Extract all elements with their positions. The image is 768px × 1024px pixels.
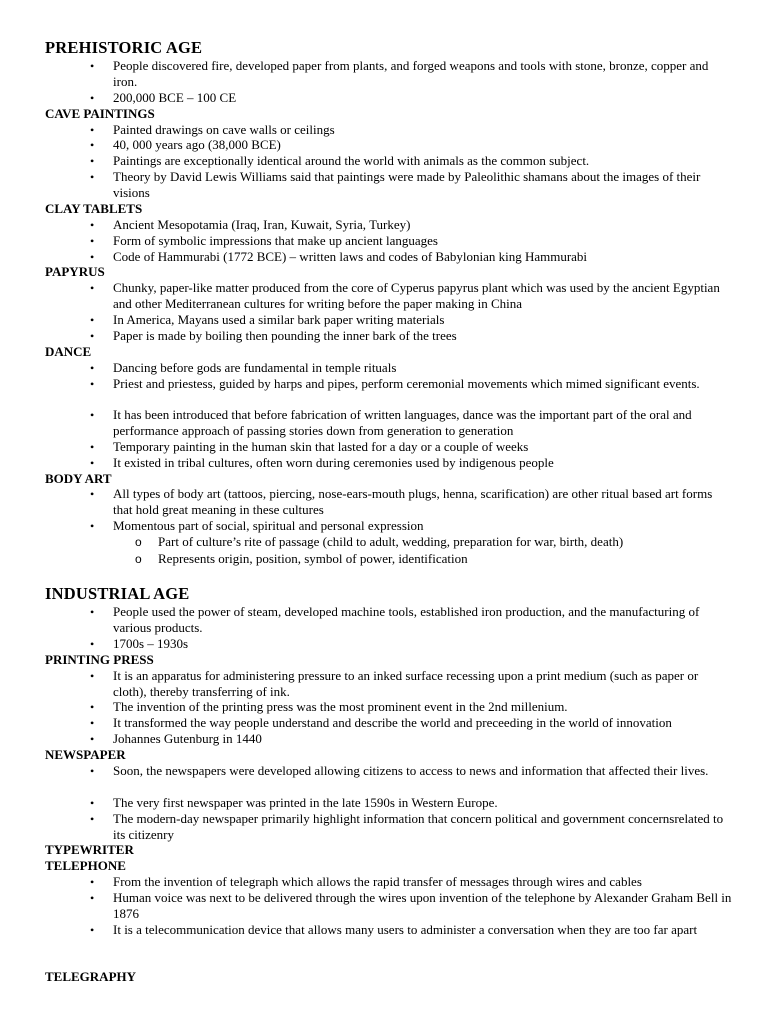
list-item: Dancing before gods are fundamental in temple rituals — [113, 360, 397, 375]
list-item: It is an apparatus for administering pressure to an inked surface recessing upon a print medium (such as paper or cloth), thereby transferring of ink. — [113, 668, 699, 699]
bullet-icon: • — [90, 123, 95, 137]
subsection-heading-printing-press: PRINTING PRESS — [45, 652, 154, 667]
bullet-icon: • — [90, 716, 95, 730]
bullet-icon: • — [90, 154, 95, 168]
bullet-icon: • — [90, 59, 95, 73]
list-item: The modern-day newspaper primarily highlight information that concern political and government concernsrelated to its citizenry — [113, 811, 724, 842]
list-item: Human voice was next to be delivered through the wires upon invention of the telephone by Alexander Graham Bell in 1876 — [113, 890, 732, 921]
list-item: Temporary painting in the human skin that lasted for a day or a couple of weeks — [113, 439, 529, 454]
bullet-icon: • — [90, 281, 95, 295]
list-item: The invention of the printing press was the most prominent event in the 2nd millenium. — [113, 699, 568, 714]
list-item: Soon, the newspapers were developed allowing citizens to access to news and information that affected their lives. — [113, 763, 709, 778]
bullet-icon: • — [90, 875, 95, 889]
list-item: It existed in tribal cultures, often worn during ceremonies used by indigenous people — [113, 455, 554, 470]
list-item: It transformed the way people understand and describe the world and preceeding in the world of innovation — [113, 715, 672, 730]
list-item: Johannes Gutenburg in 1440 — [113, 731, 262, 746]
list-item: It is a telecommunication device that allows many users to administer a conversation when they are too far apart — [113, 922, 698, 937]
subsection-heading-body-art: BODY ART — [45, 471, 112, 486]
bullet-icon: • — [90, 764, 95, 778]
bullet-icon: • — [90, 637, 95, 651]
bullet-icon: • — [90, 456, 95, 470]
list-item: 200,000 BCE – 100 CE — [113, 90, 237, 105]
list-item: 1700s – 1930s — [113, 636, 189, 651]
bullet-icon: • — [90, 519, 95, 533]
bullet-icon: • — [90, 812, 95, 826]
bullet-icon: • — [90, 329, 95, 343]
bullet-icon: • — [90, 605, 95, 619]
sub-list-item: Represents origin, position, symbol of power, identification — [158, 551, 468, 566]
subsection-heading-papyrus: PAPYRUS — [45, 264, 105, 279]
bullet-icon: • — [90, 170, 95, 184]
list-item: All types of body art (tattoos, piercing, nose-ears-mouth plugs, henna, scarification) are other ritual based art forms that hold great meaning in these cultures — [113, 486, 713, 517]
subsection-heading-newspaper: NEWSPAPER — [45, 747, 126, 762]
sub-list-item: Part of culture’s rite of passage (child to adult, wedding, preparation for war, birth, death) — [158, 534, 624, 549]
bullet-icon: • — [90, 91, 95, 105]
subsection-heading-cave-paintings: CAVE PAINTINGS — [45, 106, 155, 121]
subsection-heading-telegraphy: TELEGRAPHY — [45, 969, 137, 984]
list-item: People discovered fire, developed paper from plants, and forged weapons and tools with stone, bronze, copper and iron. — [113, 58, 709, 89]
list-item: 40, 000 years ago (38,000 BCE) — [113, 137, 281, 152]
bullet-icon: • — [90, 440, 95, 454]
subsection-heading-dance: DANCE — [45, 344, 92, 359]
bullet-icon: • — [90, 669, 95, 683]
bullet-icon: • — [90, 891, 95, 905]
section-heading-industrial-age: INDUSTRIAL AGE — [45, 584, 190, 603]
bullet-icon: • — [90, 234, 95, 248]
list-item: Ancient Mesopotamia (Iraq, Iran, Kuwait, Syria, Turkey) — [113, 217, 411, 232]
bullet-icon: • — [90, 732, 95, 746]
bullet-icon: • — [90, 250, 95, 264]
subsection-heading-telephone: TELEPHONE — [45, 858, 126, 873]
list-item: Priest and priestess, guided by harps and pipes, perform ceremonial movements which mimed significant events. — [113, 376, 700, 391]
bullet-icon: • — [90, 923, 95, 937]
list-item: Paper is made by boiling then pounding the inner bark of the trees — [113, 328, 457, 343]
bullet-icon: • — [90, 377, 95, 391]
bullet-icon: • — [90, 408, 95, 422]
bullet-icon: • — [90, 700, 95, 714]
bullet-icon: • — [90, 487, 95, 501]
list-item: Momentous part of social, spiritual and personal expression — [113, 518, 424, 533]
list-item: Painted drawings on cave walls or ceilings — [113, 122, 335, 137]
list-item: In America, Mayans used a similar bark paper writing materials — [113, 312, 445, 327]
subsection-heading-typewriter: TYPEWRITER — [45, 842, 134, 857]
subsection-heading-clay-tablets: CLAY TABLETS — [45, 201, 143, 216]
list-item: Theory by David Lewis Williams said that paintings were made by Paleolithic shamans about the images of their visions — [113, 169, 701, 200]
section-heading-prehistoric-age: PREHISTORIC AGE — [45, 38, 203, 57]
sub-bullet-icon: o — [135, 535, 142, 549]
list-item: Chunky, paper-like matter produced from the core of Cyperus papyrus plant which was used by the ancient Egyptian and other Mediterranean cultures for writing before the paper making in China — [113, 280, 720, 311]
list-item: The very first newspaper was printed in the late 1590s in Western Europe. — [113, 795, 498, 810]
list-item: Form of symbolic impressions that make up ancient languages — [113, 233, 438, 248]
list-item: People used the power of steam, developed machine tools, established iron production, and the manufacturing of various products. — [113, 604, 700, 635]
list-item: Code of Hammurabi (1772 BCE) – written laws and codes of Babylonian king Hammurabi — [113, 249, 588, 264]
bullet-icon: • — [90, 313, 95, 327]
list-item: From the invention of telegraph which allows the rapid transfer of messages through wires and cables — [113, 874, 642, 889]
bullet-icon: • — [90, 218, 95, 232]
sub-bullet-icon: o — [135, 552, 142, 566]
bullet-icon: • — [90, 361, 95, 375]
list-item: Paintings are exceptionally identical around the world with animals as the common subject. — [113, 153, 590, 168]
list-item: It has been introduced that before fabrication of written languages, dance was the important part of the oral and performance approach of passing stories down from generation to generation — [113, 407, 692, 438]
bullet-icon: • — [90, 138, 95, 152]
bullet-icon: • — [90, 796, 95, 810]
